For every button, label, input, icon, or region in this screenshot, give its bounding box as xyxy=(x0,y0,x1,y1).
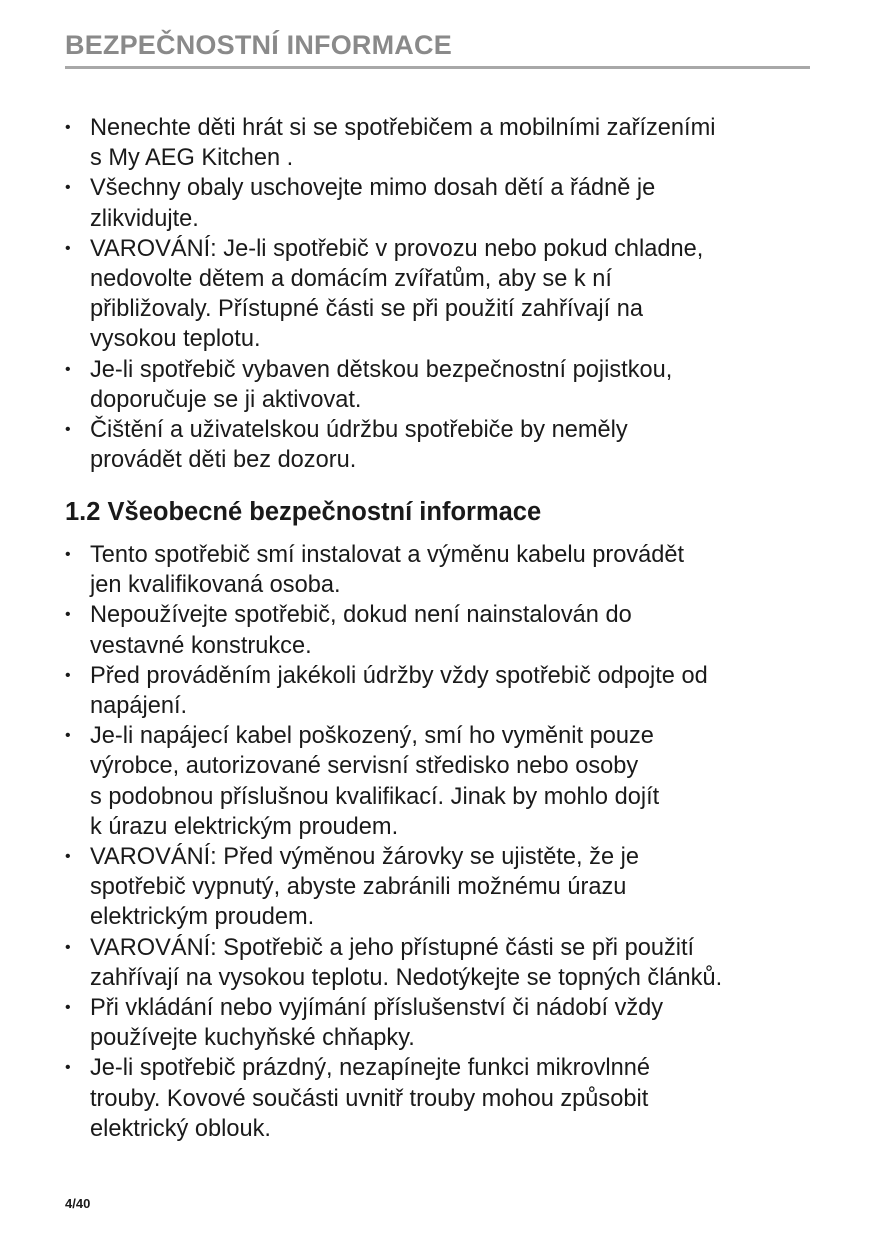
list-item-text-line: Je-li napájecí kabel poškozený, smí ho vyměnit pouze xyxy=(90,723,654,750)
list-item xyxy=(65,1053,845,1144)
list-item xyxy=(65,993,845,1053)
list-item-text-line: používejte kuchyňské chňapky. xyxy=(90,1025,415,1052)
list-item xyxy=(65,842,845,933)
child-safety-list xyxy=(65,113,845,475)
bullet-icon: • xyxy=(65,421,71,439)
list-item xyxy=(65,355,845,415)
list-item xyxy=(65,173,845,233)
page-number: 4/40 xyxy=(65,1196,91,1211)
bullet-icon: • xyxy=(65,546,71,563)
bullet-icon: • xyxy=(65,938,71,956)
list-item xyxy=(65,600,845,660)
list-item-text-line: Všechny obaly uschovejte mimo dosah dětí a řádně je xyxy=(90,175,656,202)
list-item-text-line: doporučuje se ji aktivovat. xyxy=(90,386,362,413)
bullet-icon: • xyxy=(65,179,71,197)
list-item-text-line: Před prováděním jakékoli údržby vždy spotřebič odpojte od xyxy=(90,662,708,689)
list-item-text-line: elektrickým proudem. xyxy=(90,904,315,931)
list-item-text-line: s podobnou příslušnou kvalifikací. Jinak by mohlo dojít xyxy=(90,783,660,810)
list-item-text-line: spotřebič vypnutý, abyste zabránili možnému úrazu xyxy=(90,874,627,901)
list-item xyxy=(65,113,845,173)
bullet-icon: • xyxy=(65,119,71,136)
list-item-text-line: výrobce, autorizované servisní středisko nebo osoby xyxy=(90,753,639,780)
list-item-text-line: zlikvidujte. xyxy=(90,205,199,232)
bullet-icon: • xyxy=(65,999,71,1017)
list-item-text-line: přibližovaly. Přístupné části se při použití zahřívají na xyxy=(90,296,643,323)
list-item-text-line: vestavné konstrukce. xyxy=(90,632,312,659)
list-item-text-line: elektrický oblouk. xyxy=(90,1115,271,1142)
list-item xyxy=(65,234,845,355)
bullet-icon: • xyxy=(65,360,71,378)
list-item-text-line: Při vkládání nebo vyjímání příslušenství či nádobí vždy xyxy=(90,995,664,1022)
list-item xyxy=(65,721,845,842)
list-item-text-line: Nepoužívejte spotřebič, dokud není nainstalován do xyxy=(90,602,632,629)
list-item-text-line: zahřívají na vysokou teplotu. Nedotýkejte se topných článků. xyxy=(90,964,723,991)
section-heading: 1.2 Všeobecné bezpečnostní informace xyxy=(65,498,542,526)
page-header-title: BEZPEČNOSTNÍ INFORMACE xyxy=(65,30,452,60)
list-item-text-line: Je-li spotřebič vybaven dětskou bezpečnostní pojistkou, xyxy=(90,356,673,383)
list-item xyxy=(65,415,845,475)
list-item-text-line: napájení. xyxy=(90,693,188,720)
list-item xyxy=(65,661,845,721)
list-item-text-line: provádět děti bez dozoru. xyxy=(90,447,357,474)
bullet-icon: • xyxy=(65,666,71,684)
bullet-icon: • xyxy=(65,727,71,745)
list-item-text-line: Nenechte děti hrát si se spotřebičem a mobilními zařízeními xyxy=(90,115,716,141)
list-item-text-line: VAROVÁNÍ: Před výměnou žárovky se ujistěte, že je xyxy=(90,844,639,871)
list-item-text-line: VAROVÁNÍ: Je-li spotřebič v provozu nebo pokud chladne, xyxy=(90,235,704,262)
bullet-icon: • xyxy=(65,239,71,257)
list-item-text-line: VAROVÁNÍ: Spotřebič a jeho přístupné části se při použití xyxy=(90,934,695,961)
list-item-text-line: Tento spotřebič smí instalovat a výměnu kabelu provádět xyxy=(90,542,685,568)
bullet-icon: • xyxy=(65,606,71,624)
bullet-icon: • xyxy=(65,848,71,866)
bullet-icon: • xyxy=(65,1059,71,1077)
list-item-text-line: s My AEG Kitchen . xyxy=(90,145,294,172)
list-item-text-line: jen kvalifikovaná osoba. xyxy=(90,572,341,599)
list-item-text-line: nedovolte dětem a domácím zvířatům, aby se k ní xyxy=(90,266,612,293)
list-item-text-line: Čištění a uživatelskou údržbu spotřebiče by neměly xyxy=(90,417,628,444)
list-item-text-line: vysokou teplotu. xyxy=(90,326,261,353)
list-item xyxy=(65,933,845,993)
list-item-text-line: Je-li spotřebič prázdný, nezapínejte funkci mikrovlnné xyxy=(90,1055,650,1082)
general-safety-list xyxy=(65,540,845,1144)
list-item-text-line: trouby. Kovové součásti uvnitř trouby mohou způsobit xyxy=(90,1085,649,1112)
list-item xyxy=(65,540,845,600)
header-divider xyxy=(65,66,810,69)
list-item-text-line: k úrazu elektrickým proudem. xyxy=(90,813,399,840)
